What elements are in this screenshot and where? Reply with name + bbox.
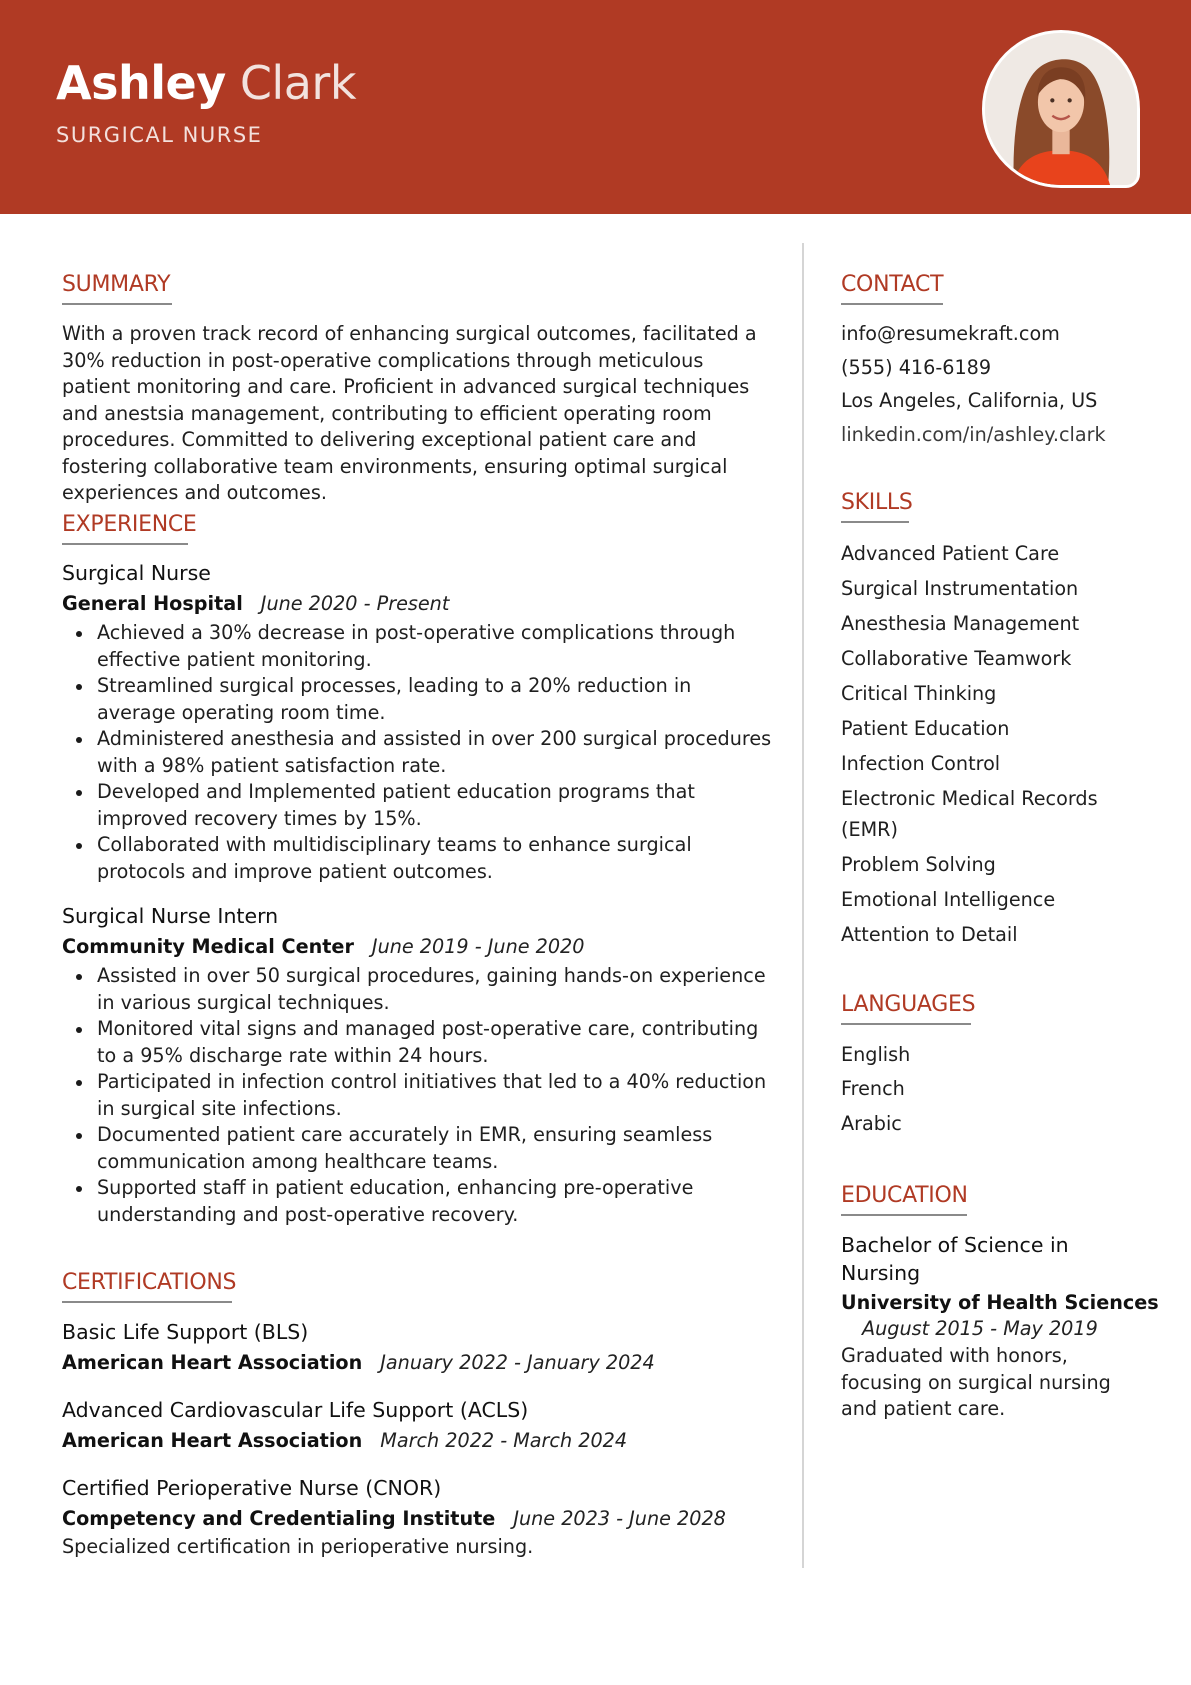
profile-portrait-image: [985, 33, 1137, 185]
list-item: Emotional Intelligence: [841, 888, 1056, 911]
job-bullet-list: [62, 963, 774, 1228]
certification-issuer: Competency and Credentialing Institute: [62, 1507, 496, 1530]
certifications-underline: [62, 1301, 232, 1303]
list-item: Advanced Patient Care: [841, 542, 1060, 565]
certification-name: Certified Perioperative Nurse (CNOR): [62, 1476, 442, 1500]
contact-email[interactable]: info@resumekraft.com: [841, 322, 1060, 345]
certification-issuer-line: [62, 1429, 627, 1452]
experience-heading: [62, 512, 197, 545]
education-school: University of Health Sciences: [841, 1291, 1159, 1314]
header-banner: [0, 0, 1191, 214]
job-title: Surgical Nurse: [62, 561, 211, 585]
list-item: Collaborated with multidisciplinary teams to enhance surgical protocols and improve patient outcomes.: [62, 832, 774, 885]
certification-issuer-line: [62, 1351, 655, 1374]
skills-list: [841, 536, 1111, 952]
job-dates: June 2020 - Present: [260, 592, 450, 615]
certification-dates: June 2023 - June 2028: [513, 1507, 726, 1530]
list-item: Collaborative Teamwork: [841, 647, 1072, 670]
column-divider: [802, 243, 804, 1568]
list-item: Supported staff in patient education, enhancing pre-operative understanding and post-operative recovery.: [62, 1175, 774, 1228]
contact-heading-text: CONTACT: [841, 272, 944, 297]
first-name: Ashley: [56, 56, 226, 110]
job-title: Surgical Nurse Intern: [62, 904, 279, 928]
contact-location: Los Angeles, California, US: [841, 389, 1098, 412]
list-item: Achieved a 30% decrease in post-operative complications through effective patient monitoring.: [62, 620, 774, 673]
list-item: English: [841, 1043, 911, 1066]
certification-name: Advanced Cardiovascular Life Support (ACLS): [62, 1398, 529, 1422]
certifications-heading-text: CERTIFICATIONS: [62, 1270, 237, 1295]
certification-dates: January 2022 - January 2024: [380, 1351, 655, 1374]
profile-photo: [982, 30, 1140, 188]
experience-heading-text: EXPERIENCE: [62, 512, 197, 537]
contact-list: [841, 321, 1171, 455]
list-item: Documented patient care accurately in EMR, ensuring seamless communication among healthcare teams.: [62, 1122, 774, 1175]
list-item: Electronic Medical Records (EMR): [841, 787, 1098, 841]
summary-heading-text: SUMMARY: [62, 272, 171, 297]
job-dates: June 2019 - June 2020: [371, 935, 585, 958]
list-item: Problem Solving: [841, 853, 996, 876]
skills-underline: [841, 521, 909, 523]
list-item: Attention to Detail: [841, 923, 1018, 946]
list-item: Streamlined surgical processes, leading to a 20% reduction in average operating room time.: [62, 673, 774, 726]
education-heading-text: EDUCATION: [841, 1183, 968, 1208]
candidate-name: [56, 55, 356, 111]
languages-heading: [841, 992, 976, 1025]
employer-name: General Hospital: [62, 592, 243, 615]
skills-heading-text: SKILLS: [841, 490, 913, 515]
certification-dates: March 2022 - March 2024: [380, 1429, 628, 1452]
education-degree: Bachelor of Science in Nursing: [841, 1233, 1069, 1285]
list-item: Participated in infection control initiatives that led to a 40% reduction in surgical site infections.: [62, 1069, 774, 1122]
job-bullet-list: [62, 620, 774, 885]
education-description: Graduated with honors, focusing on surgical nursing and patient care.: [841, 1344, 1111, 1420]
list-item: Monitored vital signs and managed post-operative care, contributing to a 95% discharge rate within 24 hours.: [62, 1016, 774, 1069]
contact-underline: [841, 303, 943, 305]
languages-heading-text: LANGUAGES: [841, 992, 976, 1017]
list-item: Infection Control: [841, 752, 1001, 775]
list-item: Arabic: [841, 1111, 902, 1135]
education-dates: August 2015 - May 2019: [862, 1317, 1098, 1340]
list-item: Assisted in over 50 surgical procedures, gaining hands-on experience in various surgical techniques.: [62, 963, 774, 1016]
contact-linkedin-link[interactable]: linkedin.com/in/ashley.clark: [841, 422, 1106, 446]
education-heading: [841, 1183, 967, 1216]
certification-issuer: American Heart Association: [62, 1429, 363, 1452]
list-item: Critical Thinking: [841, 682, 997, 705]
list-item: Anesthesia Management: [841, 612, 1080, 635]
certifications-heading: [62, 1270, 237, 1303]
list-item: Surgical Instrumentation: [841, 577, 1079, 600]
skills-heading: [841, 490, 913, 523]
list-item: Administered anesthesia and assisted in over 200 surgical procedures with a 98% patient satisfaction rate.: [62, 726, 774, 779]
employer-name: Community Medical Center: [62, 935, 354, 958]
job-org-line: [62, 935, 584, 958]
certification-description: Specialized certification in perioperative nursing.: [62, 1535, 534, 1558]
languages-underline: [841, 1023, 971, 1025]
list-item: Patient Education: [841, 717, 1010, 740]
certification-name: Basic Life Support (BLS): [62, 1320, 309, 1344]
contact-heading: [841, 272, 943, 305]
last-name: Clark: [239, 56, 356, 110]
experience-underline: [62, 543, 188, 545]
list-item: French: [841, 1077, 905, 1101]
contact-phone[interactable]: (555) 416-6189: [841, 355, 992, 379]
certification-issuer: American Heart Association: [62, 1351, 363, 1374]
list-item: Developed and Implemented patient education programs that improved recovery times by 15%.: [62, 779, 774, 832]
job-headline: SURGICAL NURSE: [56, 123, 263, 147]
summary-heading: [62, 272, 172, 305]
summary-text: With a proven track record of enhancing surgical outcomes, facilitated a 30% reduction in post-operative complications through meticulous patient monitoring and care. Proficient in advanced surgical techniques and anestsia management, contributing to efficient operating room procedures. Committed to delivering exceptional patient care and fostering collaborative team environments, ensuring optimal surgical experiences and outcomes.: [62, 322, 757, 504]
certification-issuer-line: [62, 1507, 726, 1530]
languages-list: [841, 1042, 1101, 1145]
education-underline: [841, 1214, 967, 1216]
job-org-line: [62, 592, 449, 615]
summary-underline: [62, 303, 172, 305]
